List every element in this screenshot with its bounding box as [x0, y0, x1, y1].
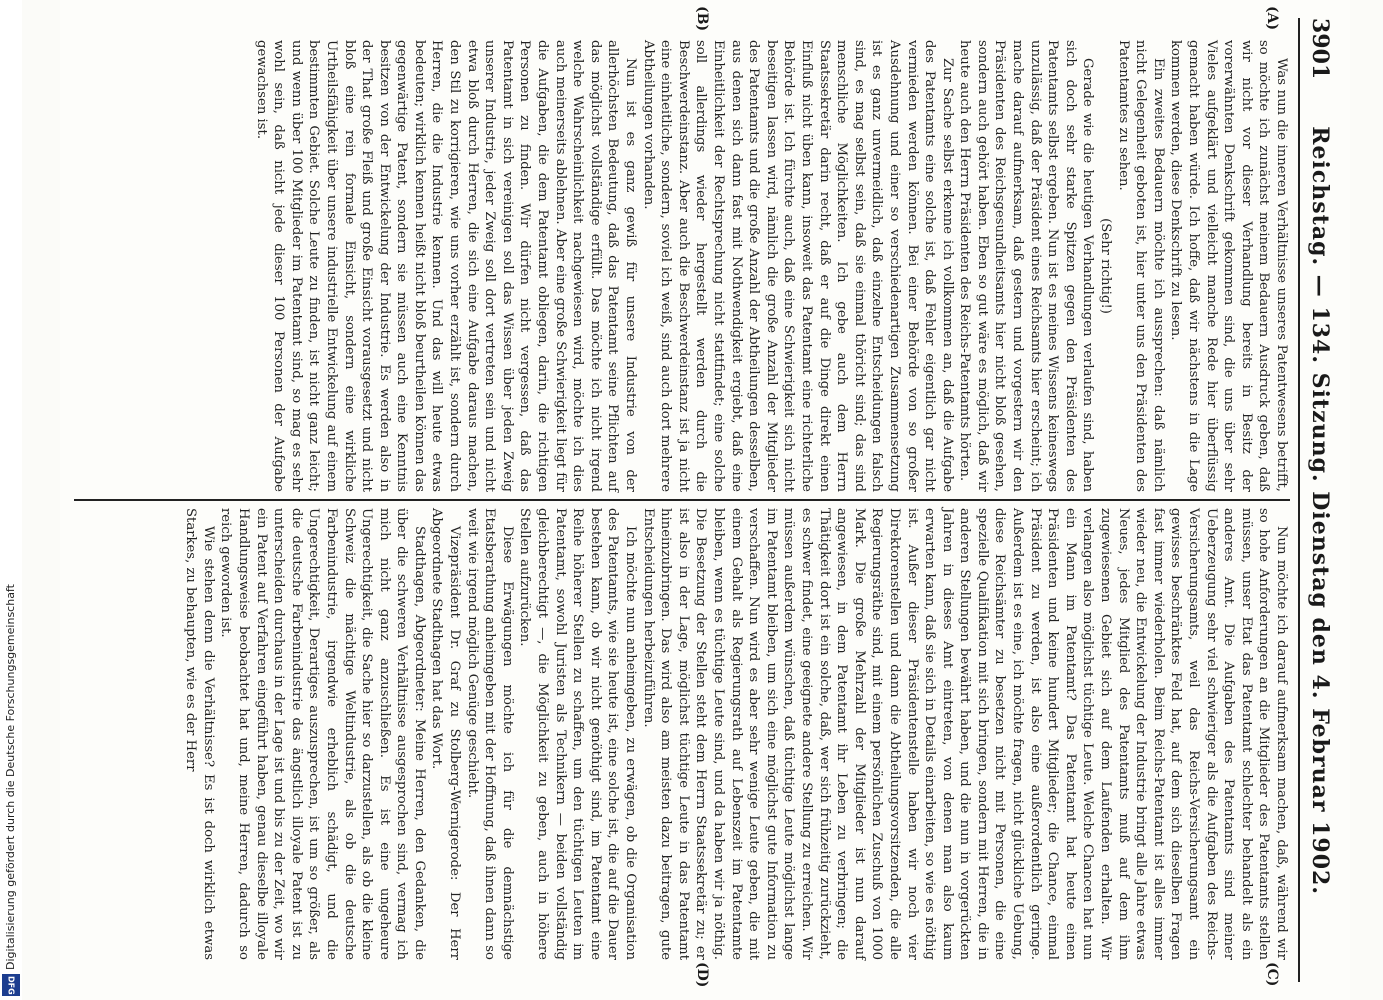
dfg-logo: DFG: [2, 974, 20, 996]
margin-label-b: (B): [694, 6, 710, 32]
right-column: [74, 508, 1290, 960]
paragraph: Ich möchte nun anheimgeben, zu erwägen, ob die Organisation des Patentamts, wie sie heute ist, eine solche ist, die auf die Dauer bestehen kann, ob wir nicht genöthigt sind, im Patentamt eine Reihe höherer Stellen zu schaffen, um den tüchtigen Leuten im Patentamt, sowohl Juristen als Technikern — beiden vollständig gleichberechtigt —, die Möglichkeit zu geben, auch in höhere Stellen aufzurücken.: [517, 508, 639, 960]
margin-label-d: (D): [694, 962, 710, 988]
paragraph: Stadthagen, Abgeordneter: Meine Herren, den Gedanken, die über die schweren Verhältnisse ausgesprochen sind, vermag ich mich nicht ganz anzuschließen. Es ist eine ungeheure Ungerechtigkeit, die Sache hier so darzustellen, als ob die kleine Schweiz die mächtige Weltindustrie, als ob die deutsche Farbenindustrie, irgendwie erheblich schädigt, und die Ungerechtigkeit, Derartiges auszusprechen, ist um so größer, als die deutsche Farbenindustrie das ängstlich illoyale Patent ist zu unterscheiden durchaus in der Lage ist und bis zu der Zeit, wo wir ein Patent auf Verfahren eingeführt haben, genau dieselbe illoyale Handlungsweise beobachtet hat und, meine Herren, dadurch so reich geworden ist.: [218, 508, 427, 960]
digitization-credit: [0, 0, 22, 1000]
paragraph: Was nun die inneren Verhältnisse unseres Patentwesens betrifft, so möchte ich zunächst meinem Bedauern Ausdruck geben, daß wir nicht vor dieser Verhandlung bereits in Besitz der vorerwähnten Denkschrift gekommen sind, die uns über sehr Vieles aufgeklärt und vielleicht manche Rede hier überflüssig gemacht haben würde. Ich hoffe, daß wir nächstens in die Lage kommen werden, diese Denkschrift zu lesen.: [1168, 40, 1289, 492]
page-number: 3901: [1307, 18, 1333, 80]
paragraph: Ein zweites Bedauern möchte ich aussprechen: daß nämlich nicht Gelegenheit geboten ist, hier unter uns den Präsidenten des Patentamtes zu sehen.: [1115, 40, 1166, 492]
left-column: [74, 40, 1290, 492]
paragraph: Diese Erwägungen möchte ich für die demnächstige Etatsberathung anheimgeben mit der Hoffnung, daß ihnen dann so weit wie irgend möglich Genüge geschieht.: [464, 508, 515, 960]
paragraph: Gerade wie die heutigen Verhandlungen verlaufen sind, haben sich doch sehr starke Spitzen gegen den Präsidenten des Patentamts selbst ergeben. Nun ist es meines Wissens keineswegs unzulässig, daß der Präsident eines Reichsamts hier erscheint; ich mache darauf aufmerksam, daß gestern und vorgestern wir den Präsidenten des Reichsgesundheitsamts hier nicht bloß gesehen, sondern auch gehört haben. Eben so gut wäre es möglich, daß wir heute auch den Herrn Präsidenten des Reichs-Patentamts hörten.: [957, 40, 1096, 492]
page-header: [1298, 18, 1340, 982]
paragraph: Nun möchte ich darauf aufmerksam machen, daß, während wir so hohe Anforderungen an die Mitglieder des Patentamts stellen müssen, unser Etat das Patentamt schlechter behandelt als ein anderes Amt. Die Aufgaben des Patentamts sind meiner Ueberzeugung sehr viel schwieriger als die Aufgaben des Reichs-Versicherungsamts, weil das Reichs-Versicherungsamt ein gewisses beschränktes Feld hat, auf dem sich dieselben Fragen fast immer wiederholen. Beim Reichs-Patentamt ist alles immer wieder neu, die Entwickelung der Industrie bringt alle Jahre etwas Neues, jedes Mitglied des Patentamts muß auf dem ihm zugewiesenen Gebiet sich auf dem Laufenden erhalten. Wir verlangen also möglichst tüchtige Leute. Welche Chancen hat nun ein Mann im Patentamt? Das Patentamt hat heute einen Präsidenten und keine hundert Mitglieder; die Chance, einmal Präsident zu werden, ist also eine außerordentlich geringe. Außerdem ist es eine, ich möchte fragen, nicht glückliche Uebung, diese Reichsämter zu besetzen nicht mit Personen, die eine spezielle Qualifikation mit sich bringen, sondern mit Herren, die in anderen Stellungen bewährt haben, und die nun in vorgerückten Jahren in dieses Amt eintreten, von denen man also kaum erwarten kann, daß sie sich in Details einarbeiten, so wie es nöthig ist. Außer dieser Präsidentenstelle haben wir noch vier Direktorenstellen und dann die Abtheilungsvorsitzenden, die alle Regierungsräthe sind, mit einem persönlichen Zuschuß von 1000 Mark. Die große Mehrzahl der Mitglieder ist nun darauf angewiesen, in dem Patentamt ihr Leben zu verbringen; die Thätigkeit dort ist ein solche, daß, wer sich frühzeitig zurückzieht, es schwer findet, eine geeignete andere Stellung zu erreichen. Wir müssen außerdem wünschen, daß tüchtige Leute möglichst lange im Patentamt bleiben, um sich eine möglichst gute Information zu verschaffen. Nun wird es aber sehr wenige Leute geben, die mit einem Gehalt als Regierungsrath auf Lebenszeit im Patentamte bleiben, wenn es tüchtige Leute sind, und da haben wir ja nöthig. Die Besetzung der Stellen steht dem Herrn Staatssekretär zu; er ist also in der Lage, möglichst tüchtige Leute in das Patentamt hineinzubringen. Das wird also am meisten dazu beitragen, gute Entscheidungen herbeizuführen.: [640, 508, 1289, 960]
speaker-announcement: Vizepräsident Dr. Graf zu Stolberg-Wernigerode: Der Herr Abgeordnete Stadthagen hat das Wort.: [429, 508, 463, 960]
newspaper-page: [60, 0, 1350, 1000]
column-divider: [74, 499, 1290, 501]
paragraph: Zur Sache selbst erkenne ich vollkommen an, daß die Aufgabe des Patentamts eine solche ist, daß Fehler eigentlich gar nicht vermieden werden können. Bei einer Behörde von so großer Ausdehnung und einer so verschiedenartigen Zusammensetzung ist es ganz unvermeidlich, daß einzelne Entscheidungen falsch sind, es mag selbst sein, daß sie einmal thöricht sind; das sind menschliche Möglichkeiten. Ich gebe auch dem Herrn Staatssekretär darin recht, daß er auf die Dinge direkt einen Einfluß nicht üben kann, insoweit das Patentamt eine richterliche Behörde ist. Ich fürchte auch, daß eine Schwierigkeit sich nicht beseitigen lassen wird, nämlich die große Anzahl der Mitglieder des Patentamts und die große Anzahl der Abtheilungen desselben, aus denen sich dann fast mit Nothwendigkeit ergiebt, daß eine Einheitlichkeit der Rechtsprechung nicht stattfindet; eine solche soll allerdings wieder hergestellt werden durch die Beschwerdeinstanz. Aber auch die Beschwerdeinstanz ist ja nicht eine einheitliche, sondern, soviel ich weiß, sind auch dort mehrere Abtheilungen vorhanden.: [640, 40, 955, 492]
paragraph: Wie stehen denn die Verhältnisse? Es ist doch wirklich etwas Starkes, zu behaupten, wie es der Herr: [183, 508, 216, 960]
margin-label-a: (A): [1264, 6, 1280, 31]
credit-text: Digitalisierung gefördert durch die Deutsche Forschungsgemeinschaft: [4, 584, 17, 970]
page-title: Reichstag. — 134. Sitzung. Dienstag den 4. Februar 1902.: [1307, 126, 1333, 895]
interjection: (Sehr richtig!): [1098, 218, 1114, 314]
margin-label-c: (C): [1264, 962, 1280, 987]
paragraph: Nun ist es ganz gewiß für unsere Industrie von der allerhöchsten Bedeutung, daß das Patentamt seine Pflichten auf das möglichst vollständige erfüllt. Das möchte ich nicht irgend welche Wahrscheinlichkeit nachgewiesen wird, möchte ich dies auch meinerseits ablehnen. Aber eine große Schwierigkeit liegt für die Aufgaben, die dem Patentamt obliegen, darin, die richtigen Personen zu finden. Wir dürfen nicht vergessen, daß das Patentamt in sich vereinigen soll das Wissen über jeden Zweig unserer Industrie, jeder Zweig soll dort vertreten sein und nicht etwa bloß durch Herren, die sich eine Aufgabe daraus machen, den Stil zu korrigieren, wie uns vorher erzählt ist, sondern durch Herren, die die Industrie kennen. Und das will heute etwas bedeuten; wirklich kennen heißt nicht bloß beurtheilen können das gegenwärtige Patent, sondern sie müssen auch eine Kenntnis besitzen von der Entwickelung der Industrie. Es werden also in der That große Fleiß und große Einsicht vorausgesetzt und nicht bloß eine rein formale Einsicht, sondern eine wirkliche Urtheilsfähigkeit über unsere industrielle Entwickelung auf einem bestimmten Gebiet. Solche Leute zu finden, ist nicht ganz leicht; und wenn über 100 Mitglieder im Patentamt sind, so mag es sehr wohl sein, daß nicht jede dieser 100 Personen der Aufgabe gewachsen ist.: [253, 40, 639, 492]
